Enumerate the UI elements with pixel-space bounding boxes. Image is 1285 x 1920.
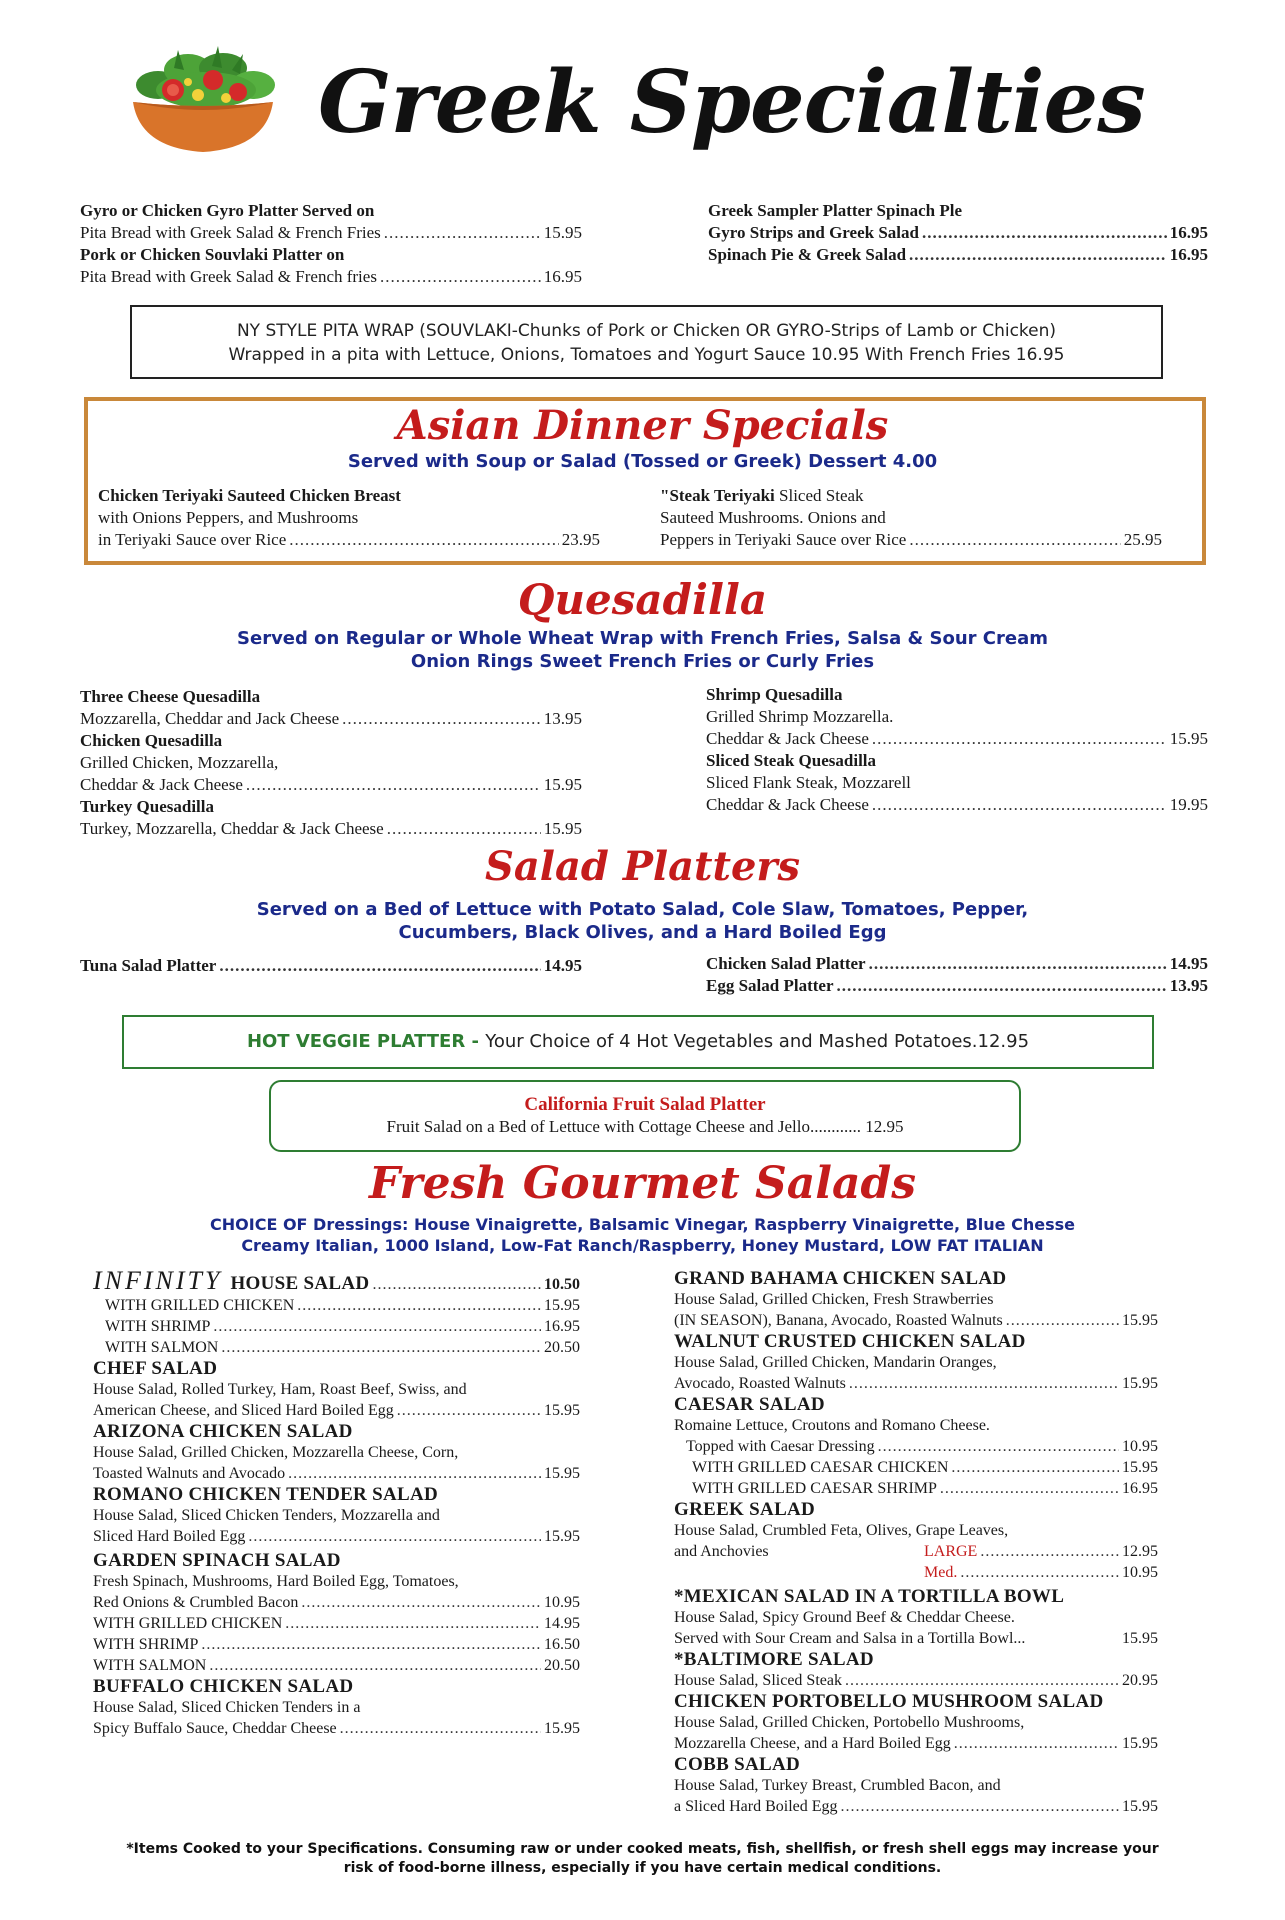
chef-salad: CHEF SALAD xyxy=(93,1358,218,1379)
walnut-crusted-chicken-salad: WALNUT CRUSTED CHICKEN SALAD xyxy=(674,1331,1026,1352)
quesadilla-right-column: Shrimp Quesadilla Grilled Shrimp Mozzarella. Cheddar & Jack Cheese ..... 15.95 Sliced Steak Quesadilla Sliced Flank Steak, Mozzarell Cheddar & Jack Cheese ..... 19.95 xyxy=(706,684,1208,816)
quesadilla-subtitle-1: Served on Regular or Whole Wheat Wrap with French Fries, Salsa & Sour Cream xyxy=(237,628,1048,649)
greek-left-column xyxy=(80,200,582,288)
gourmet-left-column: INFINITY HOUSE SALAD ..... 10.50 WITH GRILLED CHICKEN ..... 15.95 WITH SHRIMP ..... 16.95 WITH SALMON ..... 20.50 CHEF SALAD House Salad, Rolled Turkey, Ham, Roast Beef, Swiss, and American Cheese, and Sliced Hard Boiled Egg ..... 15.95 ARIZONA CHICKEN SALAD House Salad, Grilled Chicken, Mozzarella Cheese, Corn, Toasted Walnuts and Avocado ..... 15.95 ROMANO CHICKEN TENDER SALAD House Salad, Sliced Chicken Tenders, Mozzarella and Sliced Hard Boiled Egg ..... 15.95 GARDEN SPINACH SALAD Fresh Spinach, Mushrooms, Hard Boiled Egg, Tomatoes, Red Onions & Crumbled Bacon ..... 10.95 WITH GRILLED CHICKEN ..... 14.95 WITH SHRIMP ..... 16.50 WITH SALMON ..... 20.50 BUFFALO CHICKEN SALAD House Salad, Sliced Chicken Tenders in a Spicy Buffalo Sauce, Cheddar Cheese ..... 15.95 xyxy=(93,1270,580,1739)
greek-salad: GREEK SALAD xyxy=(674,1499,816,1520)
steak-teriyaki-price: 25.95 xyxy=(1123,530,1162,549)
chicken-teriyaki-price: 23.95 xyxy=(561,530,600,549)
hot-veggie-text: Your Choice of 4 Hot Vegetables and Mashed Potatoes.12.95 xyxy=(485,1031,1030,1052)
gyro-platter-name: Gyro or Chicken Gyro Platter Served on xyxy=(80,201,375,220)
chicken-portobello-salad: CHICKEN PORTOBELLO MUSHROOM SALAD xyxy=(674,1691,1104,1712)
shrimp-quesadilla: Shrimp Quesadilla xyxy=(706,685,843,704)
souvlaki-platter-name: Pork or Chicken Souvlaki Platter on xyxy=(80,245,345,264)
baltimore-salad: *BALTIMORE SALAD xyxy=(674,1649,874,1670)
sliced-steak-quesadilla: Sliced Steak Quesadilla xyxy=(706,751,877,770)
greek-right-column xyxy=(708,200,1208,266)
egg-salad-platter: Egg Salad Platter ..... 13.95 xyxy=(706,975,1208,997)
mexican-salad: *MEXICAN SALAD IN A TORTILLA BOWL xyxy=(674,1586,1065,1607)
salad-platters-subtitle-2: Cucumbers, Black Olives, and a Hard Boiled Egg xyxy=(398,922,887,943)
dressings-line-2: Creamy Italian, 1000 Island, Low-Fat Ranch/Raspberry, Honey Mustard, LOW FAT ITALIAN xyxy=(241,1236,1044,1255)
quesadilla-subtitle-2: Onion Rings Sweet French Fries or Curly Fries xyxy=(410,651,875,672)
california-title: California Fruit Salad Platter xyxy=(524,1094,766,1115)
souvlaki-platter-price: 16.95 xyxy=(543,267,582,286)
sampler-gyro-item: Gyro Strips and Greek Salad ..... 16.95 xyxy=(708,222,1208,244)
quesadilla-left-column: Three Cheese Quesadilla Mozzarella, Cheddar and Jack Cheese ..... 13.95 Chicken Quesadilla Grilled Chicken, Mozzarella, Cheddar & Jack Cheese ..... 15.95 Turkey Quesadilla Turkey, Mozzarella, Cheddar & Jack Cheese ..... 15.95 xyxy=(80,686,582,840)
page-title: Greek Specialties xyxy=(318,52,1145,153)
gourmet-title: Fresh Gourmet Salads xyxy=(368,1158,917,1209)
garden-spinach-salad: GARDEN SPINACH SALAD xyxy=(93,1550,341,1571)
turkey-quesadilla: Turkey Quesadilla xyxy=(80,797,214,816)
gyro-platter-price: 15.95 xyxy=(543,223,582,242)
chicken-salad-platter: Chicken Salad Platter ..... 14.95 xyxy=(706,953,1208,975)
sampler-heading: Greek Sampler Platter Spinach Ple xyxy=(708,201,963,220)
quesadilla-title: Quesadilla xyxy=(517,575,768,624)
california-text: Fruit Salad on a Bed of Lettuce with Cottage Cheese and Jello............ 12.95 xyxy=(386,1117,904,1136)
chicken-teriyaki-item: Chicken Teriyaki Sauteed Chicken Breast with Onions Peppers, and Mushrooms in Teriyaki Sauce over Rice ..... 23.95 xyxy=(98,485,600,551)
pita-wrap-box xyxy=(130,305,1163,379)
souvlaki-platter-line: Pita Bread with Greek Salad & French fries ..... 16.95 xyxy=(80,266,582,288)
cobb-salad: COBB SALAD xyxy=(674,1754,800,1775)
right-platters xyxy=(706,953,1208,997)
caesar-salad: CAESAR SALAD xyxy=(674,1394,825,1415)
romano-chicken-tender-salad: ROMANO CHICKEN TENDER SALAD xyxy=(93,1484,439,1505)
steak-teriyaki-item: "Steak Teriyaki Sliced Steak Sauteed Mushrooms. Onions and Peppers in Teriyaki Sauce over Rice ..... 25.95 xyxy=(660,485,1162,551)
sampler-spinach-item: Spinach Pie & Greek Salad ..... 16.95 xyxy=(708,244,1208,266)
hot-veggie-label: HOT VEGGIE PLATTER - xyxy=(246,1031,486,1052)
infinity-house-salad: INFINITY HOUSE SALAD ..... 10.50 xyxy=(93,1270,580,1295)
gourmet-right-column: GRAND BAHAMA CHICKEN SALAD House Salad, Grilled Chicken, Fresh Strawberries (IN SEASON), Banana, Avocado, Roasted Walnuts ..... 15.95 WALNUT CRUSTED CHICKEN SALAD House Salad, Grilled Chicken, Mandarin Oranges, Avocado, Roasted Walnuts ..... 15.95 CAESAR SALAD Romaine Lettuce, Croutons and Romano Cheese. Topped with Caesar Dressing ..... 10.95 WITH GRILLED CAESAR CHICKEN ..... 15.95 WITH GRILLED CAESAR SHRIMP ..... 16.95 GREEK SALAD House Salad, Crumbled Feta, Olives, Grape Leaves, and Anchovies LARGE ..... 12.95 Med. ..... 10.95 *MEXICAN SALAD IN A TORTILLA BOWL House Salad, Spicy Ground Beef & Cheddar Cheese. Served with Sour Cream and Salsa in a Tortilla Bowl... 15.95 *BALTIMORE SALAD House Salad, Sliced Steak ..... 20.95 CHICKEN PORTOBELLO MUSHROOM SALAD House Salad, Grilled Chicken, Portobello Mushrooms, Mozzarella Cheese, and a Hard Boiled Egg ..... 15.95 COBB SALAD House Salad, Turkey Breast, Crumbled Bacon, and a Sliced Hard Boiled Egg ..... 15.95 xyxy=(674,1268,1158,1817)
dressings-line-1: CHOICE OF Dressings: House Vinaigrette, Balsamic Vinegar, Raspberry Vinaigrette, Blue Chesse xyxy=(210,1215,1075,1234)
chicken-quesadilla: Chicken Quesadilla xyxy=(80,731,223,750)
three-cheese-quesadilla: Three Cheese Quesadilla xyxy=(80,687,261,706)
asian-subtitle: Served with Soup or Salad (Tossed or Greek) Dessert 4.00 xyxy=(347,451,938,472)
hot-veggie-box xyxy=(122,1015,1154,1069)
tuna-platter: Tuna Salad Platter ..... 14.95 xyxy=(80,955,582,977)
california-fruit-box xyxy=(269,1080,1021,1152)
salad-platters-subtitle-1: Served on a Bed of Lettuce with Potato Salad, Cole Slaw, Tomatoes, Pepper, xyxy=(256,899,1029,920)
salad-bowl-logo xyxy=(118,40,288,160)
salad-platters-title: Salad Platters xyxy=(485,843,800,890)
food-safety-disclaimer: *Items Cooked to your Specifications. Consuming raw or under cooked meats, fish, shellfish, or fresh shell eggs may increase your risk of food-borne illness, especially if you have certain medical conditions. xyxy=(126,1841,1159,1876)
asian-title: Asian Dinner Specials xyxy=(396,402,889,449)
buffalo-chicken-salad: BUFFALO CHICKEN SALAD xyxy=(93,1676,354,1697)
grand-bahama-chicken-salad: GRAND BAHAMA CHICKEN SALAD xyxy=(674,1268,1007,1289)
arizona-chicken-salad: ARIZONA CHICKEN SALAD xyxy=(93,1421,353,1442)
pita-wrap-line1: NY STYLE PITA WRAP (SOUVLAKI-Chunks of Pork or Chicken OR GYRO-Strips of Lamb or Chicken) xyxy=(236,321,1057,341)
gyro-platter-line: Pita Bread with Greek Salad & French Fries ..... 15.95 xyxy=(80,222,582,244)
pita-wrap-line2: Wrapped in a pita with Lettuce, Onions, Tomatoes and Yogurt Sauce 10.95 With French Fries 16.95 xyxy=(228,345,1065,365)
